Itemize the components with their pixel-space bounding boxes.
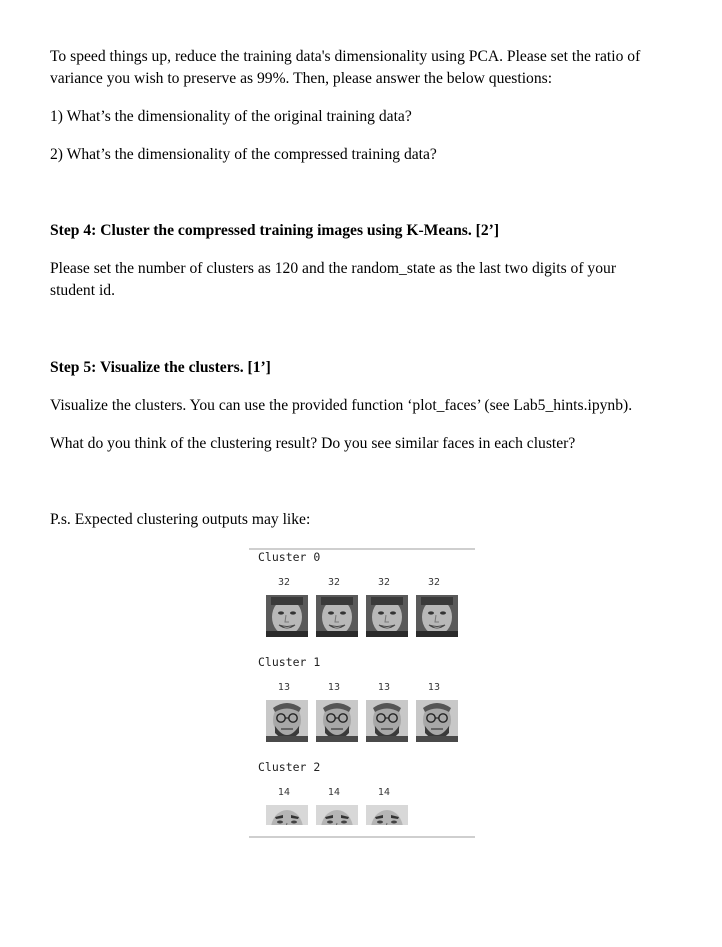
face-label-number: 13 [327, 682, 341, 693]
face-image [366, 595, 408, 637]
step4-body-line-1: Please set the number of clusters as 120 and the random_state as the last two digits of your [50, 260, 617, 277]
step5-body-2: What do you think of the clustering result? Do you see similar faces in each cluster? [50, 435, 576, 452]
pca-instruction-line-1: To speed things up, reduce the training data's dimensionality using PCA. Please set the ratio of [50, 48, 641, 65]
face-image [366, 805, 408, 825]
face-image [366, 700, 408, 742]
face-label-number: 32 [277, 577, 291, 588]
face-image [316, 595, 358, 637]
clustering-output-figure [249, 544, 475, 840]
pca-instruction-line-2: variance you wish to preserve as 99%. Then, please answer the below questions: [50, 70, 553, 87]
ps-note: P.s. Expected clustering outputs may like: [50, 511, 311, 528]
question-1: 1) What’s the dimensionality of the original training data? [50, 108, 412, 125]
face-image [316, 805, 358, 825]
face-label-number: 13 [377, 682, 391, 693]
face-image [416, 700, 458, 742]
step5-heading: Step 5: Visualize the clusters. [1’] [50, 359, 271, 376]
face-label-number: 13 [427, 682, 441, 693]
cluster-2-label: Cluster 2 [258, 760, 321, 774]
face-label-number: 14 [277, 787, 291, 798]
cluster-1-label: Cluster 1 [258, 655, 321, 669]
face-image [266, 700, 308, 742]
face-image [316, 700, 358, 742]
step4-heading: Step 4: Cluster the compressed training images using K-Means. [2’] [50, 222, 500, 239]
face-label-number: 14 [377, 787, 391, 798]
face-label-number: 32 [427, 577, 441, 588]
face-label-number: 32 [377, 577, 391, 588]
cluster-0-label: Cluster 0 [258, 550, 321, 564]
figure-bottom-border [249, 836, 475, 838]
face-label-number: 14 [327, 787, 341, 798]
pca-instruction [50, 46, 690, 90]
face-image [266, 805, 308, 825]
face-image [416, 595, 458, 637]
face-label-number: 32 [327, 577, 341, 588]
step5-body-1: Visualize the clusters. You can use the provided function ‘plot_faces’ (see Lab5_hints.ipynb). [50, 397, 633, 414]
face-image [266, 595, 308, 637]
step4-body-line-2: student id. [50, 282, 115, 299]
face-label-number: 13 [277, 682, 291, 693]
question-2: 2) What’s the dimensionality of the compressed training data? [50, 146, 437, 163]
step4-body [50, 258, 690, 302]
